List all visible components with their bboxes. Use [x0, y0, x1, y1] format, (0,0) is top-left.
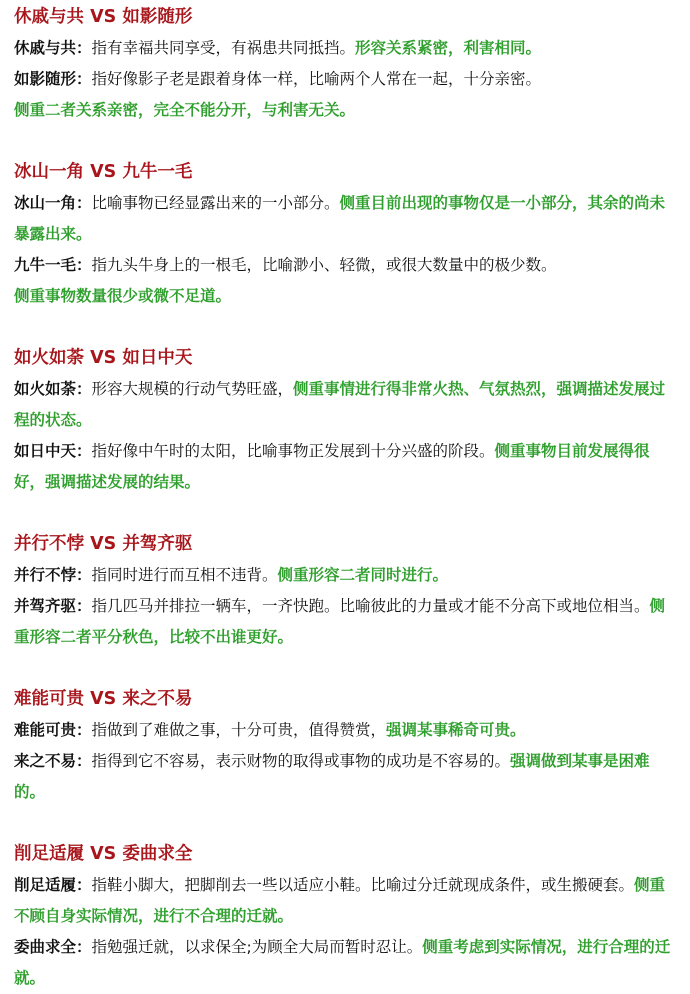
idiom-definition: 形容大规模的行动气势旺盛， — [91, 380, 294, 398]
idiom-definition: 指勉强迁就，以求保全;为顾全大局而暂时忍让。 — [91, 938, 423, 956]
idiom-term: 难能可贵 — [14, 721, 77, 739]
idiom-term: 并行不悖 — [14, 566, 77, 584]
idiom-term: 削足适履 — [14, 876, 77, 894]
idiom-term: 如影随形 — [14, 70, 77, 88]
idiom-highlight: 侧重考虑到实际情况，进行合理的迁就。 — [14, 938, 671, 987]
idiom-entry: 如日中天：指好像中午时的太阳，比喻事物正发展到十分兴盛的阶段。侧重事物目前发展得很好，强调描述发展的结果。 — [14, 442, 650, 491]
idiom-term: 来之不易 — [14, 752, 77, 770]
idiom-term: 如火如荼 — [14, 380, 77, 398]
idiom-entry: 如火如荼：形容大规模的行动气势旺盛，侧重事情进行得非常火热、气氛热烈，强调描述发展过程的状态。 — [14, 380, 666, 429]
idiom-entry: 休戚与共：指有幸福共同享受，有祸患共同抵挡。形容关系紧密，利害相同。 — [14, 39, 542, 57]
idiom-entry: 难能可贵：指做到了难做之事，十分可贵，值得赞赏，强调某事稀奇可贵。 — [14, 721, 526, 739]
comparison-section — [14, 529, 676, 653]
comparison-section — [14, 343, 676, 498]
comparison-section — [14, 2, 676, 126]
idiom-highlight: 侧重不顾自身实际情况，进行不合理的迁就。 — [14, 876, 666, 925]
idiom-highlight: 侧重形容二者平分秋色，比较不出谁更好。 — [14, 597, 666, 646]
idiom-definition: 指同时进行而互相不违背。 — [91, 566, 278, 584]
idiom-term: 委曲求全 — [14, 938, 77, 956]
idiom-highlight: 侧重形容二者同时进行。 — [277, 566, 449, 584]
section-heading: 削足适履 VS 委曲求全 — [14, 844, 193, 864]
idiom-term: 如日中天 — [14, 442, 77, 460]
idiom-definition: 指好像影子老是跟着身体一样，比喻两个人常在一起，十分亲密。 — [91, 70, 542, 88]
idiom-highlight: 侧重事情进行得非常火热、气氛热烈，强调描述发展过程的状态。 — [14, 380, 666, 429]
idiom-definition: 指做到了难做之事，十分可贵，值得赞赏， — [91, 721, 387, 739]
section-heading: 难能可贵 VS 来之不易 — [14, 689, 193, 709]
idiom-entry: 并行不悖：指同时进行而互相不违背。侧重形容二者同时进行。 — [14, 566, 449, 584]
idiom-definition: 指几匹马并排拉一辆车，一齐快跑。比喻彼此的力量或才能不分高下或地位相当。 — [91, 597, 650, 615]
comparison-section — [14, 684, 676, 808]
idiom-term: 冰山一角 — [14, 194, 77, 212]
idiom-entry: 如影随形：指好像影子老是跟着身体一样，比喻两个人常在一起，十分亲密。 — [14, 70, 542, 88]
idiom-term: 九牛一毛 — [14, 256, 77, 274]
comparison-section — [14, 157, 676, 312]
idiom-highlight: 形容关系紧密，利害相同。 — [355, 39, 542, 57]
section-heading: 如火如荼 VS 如日中天 — [14, 348, 193, 368]
idiom-definition: 指好像中午时的太阳，比喻事物正发展到十分兴盛的阶段。 — [91, 442, 495, 460]
section-note: 侧重事物数量很少或微不足道。 — [14, 287, 232, 305]
section-note: 侧重二者关系亲密，完全不能分开，与利害无关。 — [14, 101, 356, 119]
idiom-term: 休戚与共 — [14, 39, 77, 57]
idiom-highlight: 侧重事物目前发展得很好，强调描述发展的结果。 — [14, 442, 650, 491]
idiom-definition: 指九头牛身上的一根毛，比喻渺小、轻微，或很大数量中的极少数。 — [91, 256, 557, 274]
comparison-section — [14, 839, 676, 994]
idiom-entry: 冰山一角：比喻事物已经显露出来的一小部分。侧重目前出现的事物仅是一小部分，其余的尚未暴露出来。 — [14, 194, 666, 243]
idiom-entry: 削足适履：指鞋小脚大，把脚削去一些以适应小鞋。比喻过分迁就现成条件，或生搬硬套。侧重不顾自身实际情况，进行不合理的迁就。 — [14, 876, 666, 925]
idiom-definition: 指得到它不容易，表示财物的取得或事物的成功是不容易的。 — [91, 752, 511, 770]
section-heading: 冰山一角 VS 九牛一毛 — [14, 162, 193, 182]
idiom-definition: 比喻事物已经显露出来的一小部分。 — [91, 194, 340, 212]
idiom-highlight: 侧重目前出现的事物仅是一小部分，其余的尚未暴露出来。 — [14, 194, 666, 243]
idiom-definition: 指鞋小脚大，把脚削去一些以适应小鞋。比喻过分迁就现成条件，或生搬硬套。 — [91, 876, 635, 894]
idiom-highlight: 强调某事稀奇可贵。 — [386, 721, 526, 739]
idiom-highlight: 强调做到某事是困难的。 — [14, 752, 650, 801]
idiom-definition: 指有幸福共同享受，有祸患共同抵挡。 — [91, 39, 356, 57]
idiom-entry: 并驾齐驱：指几匹马并排拉一辆车，一齐快跑。比喻彼此的力量或才能不分高下或地位相当。侧重形容二者平分秋色，比较不出谁更好。 — [14, 597, 666, 646]
section-heading: 休戚与共 VS 如影随形 — [14, 7, 193, 27]
section-heading: 并行不悖 VS 并驾齐驱 — [14, 534, 193, 554]
idiom-entry: 九牛一毛：指九头牛身上的一根毛，比喻渺小、轻微，或很大数量中的极少数。 — [14, 256, 557, 274]
idiom-entry: 委曲求全：指勉强迁就，以求保全;为顾全大局而暂时忍让。侧重考虑到实际情况，进行合理的迁就。 — [14, 938, 671, 987]
idiom-entry: 来之不易：指得到它不容易，表示财物的取得或事物的成功是不容易的。强调做到某事是困难的。 — [14, 752, 650, 801]
idiom-term: 并驾齐驱 — [14, 597, 77, 615]
